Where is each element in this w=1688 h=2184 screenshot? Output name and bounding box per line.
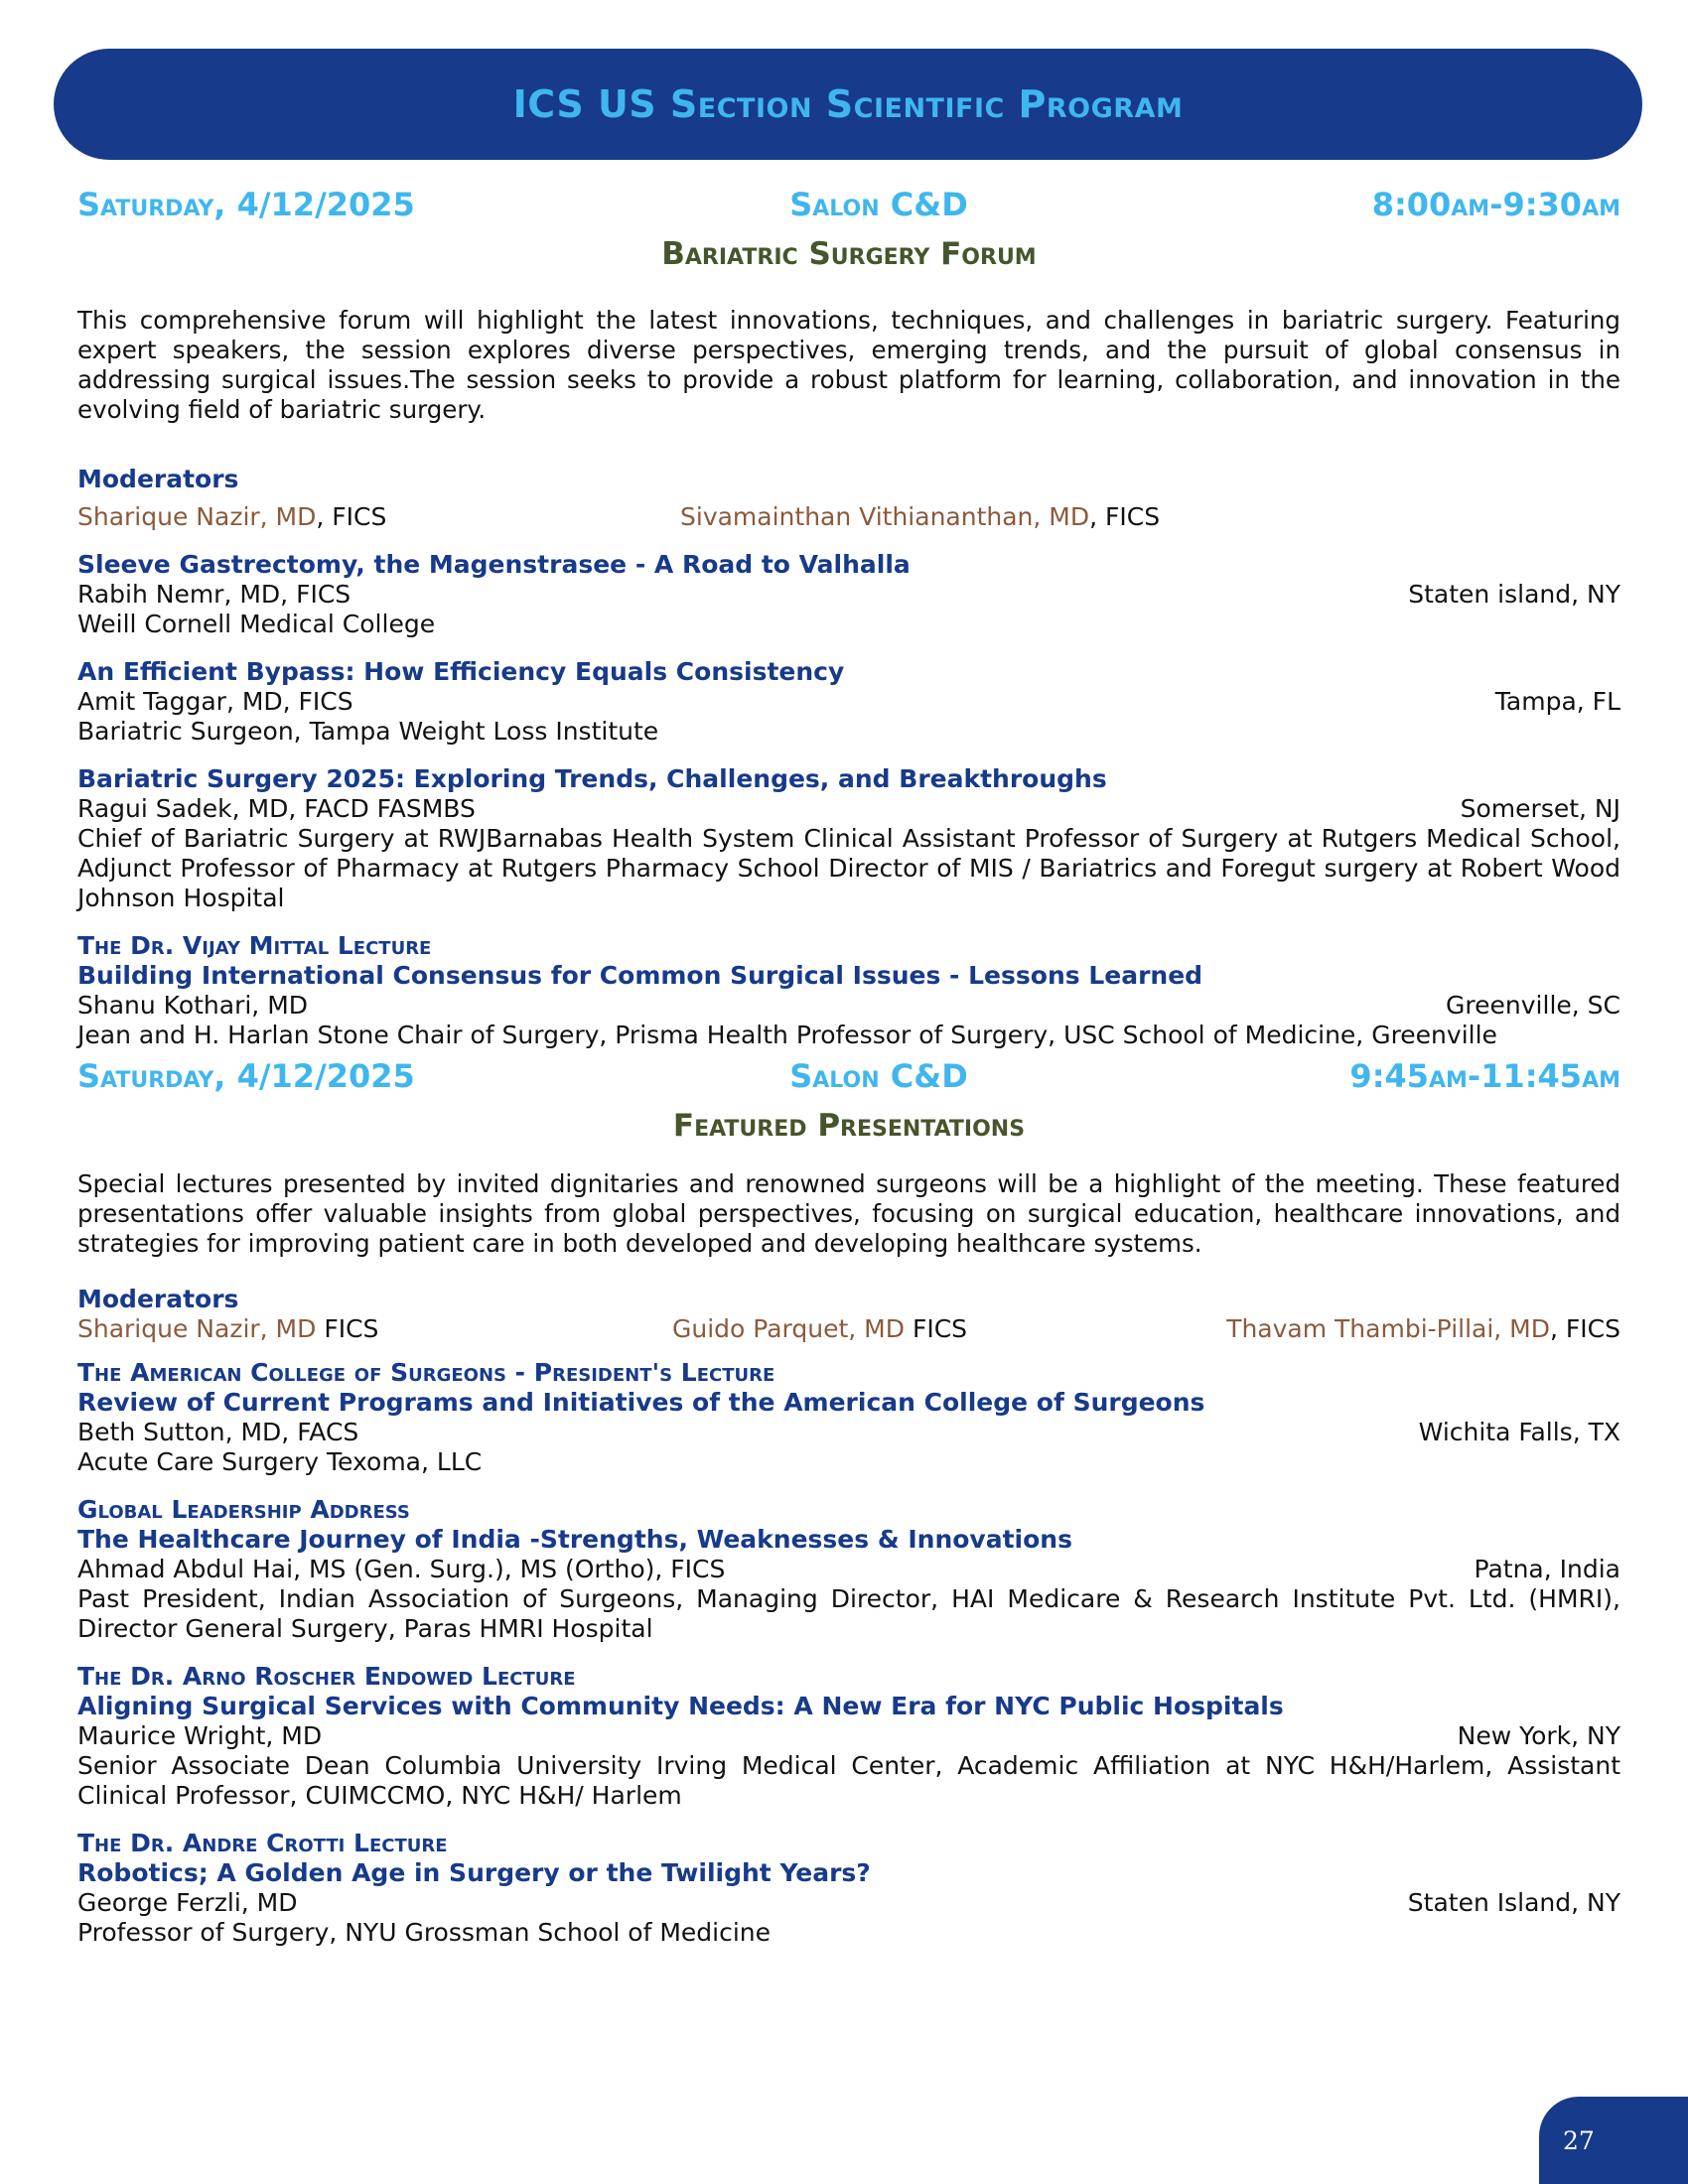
speaker-name: George Ferzli, MD (77, 1888, 298, 1917)
speaker-location: Staten Island, NY (1407, 1888, 1620, 1917)
speaker-name: Ragui Sadek, MD, FACD FASMBS (77, 794, 476, 823)
speaker-name: Shanu Kothari, MD (77, 991, 309, 1020)
lecture-name: The Dr. Arno Roscher Endowed Lecture (77, 1662, 576, 1691)
lecture-name: Global Leadership Address (77, 1495, 410, 1524)
talk-title: Review of Current Programs and Initiatives of the American College of Surgeons (77, 1388, 1205, 1417)
talk-title: Aligning Surgical Services with Community Needs: A New Era for NYC Public Hospitals (77, 1692, 1284, 1720)
moderator-name: Thavam Thambi-Pillai, MD (1226, 1314, 1551, 1343)
speaker-name: Amit Taggar, MD, FICS (77, 687, 353, 716)
moderators-label: Moderators (77, 1285, 239, 1313)
moderator (77, 502, 680, 532)
speaker-location: Wichita Falls, TX (1418, 1418, 1620, 1446)
session-description: Special lectures presented by invited dignitaries and renowned surgeons will be a highlight of the meeting. These featured presentations offer valuable insights from global perspectives, focusing on surgical education, healthcare innovations, and strategies for improving patient care in both developed and developing healthcare systems. (77, 1169, 1620, 1258)
session-day: Saturday, 4/12/2025 (77, 1057, 415, 1095)
program-content (77, 183, 1620, 1948)
talk-item (77, 764, 1620, 913)
speaker-affiliation: Weill Cornell Medical College (77, 610, 436, 638)
speaker-affiliation: Jean and H. Harlan Stone Chair of Surgery, Prisma Health Professor of Surgery, USC School of Medicine, Greenville (77, 1021, 1497, 1049)
moderator (1181, 1314, 1620, 1344)
moderators-block (77, 465, 1620, 532)
speaker-location: Somerset, NJ (1460, 794, 1620, 823)
speaker-row (77, 794, 1620, 824)
session-room: Salon C&D (789, 186, 968, 223)
session-day: Saturday, 4/12/2025 (77, 186, 415, 223)
moderator-credential: , FICS (316, 502, 387, 531)
page-title: ICS US Section Scientific Program (512, 82, 1184, 126)
moderator-credential: , FICS (1089, 502, 1161, 531)
speaker-location: Patna, India (1474, 1555, 1620, 1583)
session-title: Featured Presentations (672, 1108, 1026, 1144)
speaker-affiliation: Chief of Bariatric Surgery at RWJBarnabas Health System Clinical Assistant Professor of Surgery at Rutgers Medical School, Adjunct Professor of Pharmacy at Rutgers Pharmacy School Director of MIS / Bariatrics and Foregut surgery at Robert Wood Johnson Hospital (77, 824, 1620, 912)
speaker-location: Tampa, FL (1494, 687, 1620, 716)
moderators-block (77, 1285, 1620, 1344)
moderator-name: Sharique Nazir, MD (77, 1314, 317, 1343)
speaker-name: Maurice Wright, MD (77, 1721, 323, 1750)
moderator (672, 1314, 1181, 1344)
moderators-list (77, 502, 1620, 532)
speaker-affiliation: Senior Associate Dean Columbia University Irving Medical Center, Academic Affiliation at NYC H&H/Harlem, Assistant Clinical Professor, CUIMCCMO, NYC H&H/ Harlem (77, 1751, 1620, 1810)
talk-item (77, 1358, 1620, 1477)
talk-item (77, 550, 1620, 639)
speaker-affiliation: Professor of Surgery, NYU Grossman School of Medicine (77, 1918, 772, 1947)
moderator (680, 502, 1160, 532)
talk-title: Building International Consensus for Common Surgical Issues - Lessons Learned (77, 961, 1203, 990)
speaker-name: Ahmad Abdul Hai, MS (Gen. Surg.), MS (Ortho), FICS (77, 1555, 726, 1583)
talk-title: An Efficient Bypass: How Efficiency Equals Consistency (77, 657, 845, 686)
lecture-name: The Dr. Andre Crotti Lecture (77, 1829, 448, 1857)
talk-item (77, 657, 1620, 747)
lecture-name: The American College of Surgeons - President's Lecture (77, 1358, 775, 1387)
session-time: 8:00am-9:30am (1371, 186, 1620, 223)
speaker-affiliation: Bariatric Surgeon, Tampa Weight Loss Institute (77, 717, 659, 746)
moderators-list (77, 1314, 1620, 1344)
speaker-name: Beth Sutton, MD, FACS (77, 1418, 359, 1446)
talk-title: Robotics; A Golden Age in Surgery or the Twilight Years? (77, 1858, 871, 1887)
talk-item (77, 1495, 1620, 1644)
moderator-credential: , FICS (1550, 1314, 1620, 1343)
session-title: Bariatric Surgery Forum (661, 236, 1037, 272)
speaker-row (77, 1721, 1620, 1751)
session-room: Salon C&D (789, 1057, 968, 1095)
speaker-affiliation: Acute Care Surgery Texoma, LLC (77, 1447, 483, 1476)
session-description: This comprehensive forum will highlight the latest innovations, techniques, and challenges in bariatric surgery. Featuring expert speakers, the session explores diverse perspectives, emerging trends, and the pursuit of global consensus in addressing surgical issues.The session seeks to provide a robust platform for learning, collaboration, and innovation in the evolving field of bariatric surgery. (77, 306, 1620, 424)
lecture-name: The Dr. Vijay Mittal Lecture (77, 931, 432, 960)
moderator-name: Sivamainthan Vithiananthan, MD (680, 502, 1090, 531)
session-time: 9:45am-11:45am (1349, 1057, 1620, 1095)
moderator-name: Sharique Nazir, MD (77, 502, 317, 531)
session-header (77, 1054, 1620, 1098)
talk-item (77, 1662, 1620, 1811)
speaker-row (77, 580, 1620, 610)
page-number: 27 (1539, 2097, 1688, 2184)
speaker-row (77, 687, 1620, 717)
speaker-row (77, 1418, 1620, 1447)
moderators-label: Moderators (77, 465, 239, 493)
speaker-location: New York, NY (1457, 1721, 1620, 1750)
speaker-row (77, 991, 1620, 1021)
moderator-credential: FICS (316, 1314, 379, 1343)
talk-title: Bariatric Surgery 2025: Exploring Trends, Challenges, and Breakthroughs (77, 764, 1107, 793)
talk-title: Sleeve Gastrectomy, the Magenstrasee - A Road to Valhalla (77, 550, 911, 579)
speaker-affiliation: Past President, Indian Association of Surgeons, Managing Director, HAI Medicare & Research Institute Pvt. Ltd. (HMRI), Director General Surgery, Paras HMRI Hospital (77, 1584, 1620, 1643)
speaker-location: Staten island, NY (1408, 580, 1620, 609)
speaker-row (77, 1555, 1620, 1584)
talk-item (77, 931, 1620, 1050)
speaker-name: Rabih Nemr, MD, FICS (77, 580, 352, 609)
moderator (77, 1314, 672, 1344)
speaker-row (77, 1888, 1620, 1918)
header-banner (54, 49, 1642, 160)
talk-item (77, 1829, 1620, 1948)
session-header (77, 183, 1620, 226)
talk-title: The Healthcare Journey of India -Strengths, Weaknesses & Innovations (77, 1525, 1072, 1554)
moderator-credential: FICS (905, 1314, 968, 1343)
speaker-location: Greenville, SC (1446, 991, 1620, 1020)
moderator-name: Guido Parquet, MD (672, 1314, 905, 1343)
